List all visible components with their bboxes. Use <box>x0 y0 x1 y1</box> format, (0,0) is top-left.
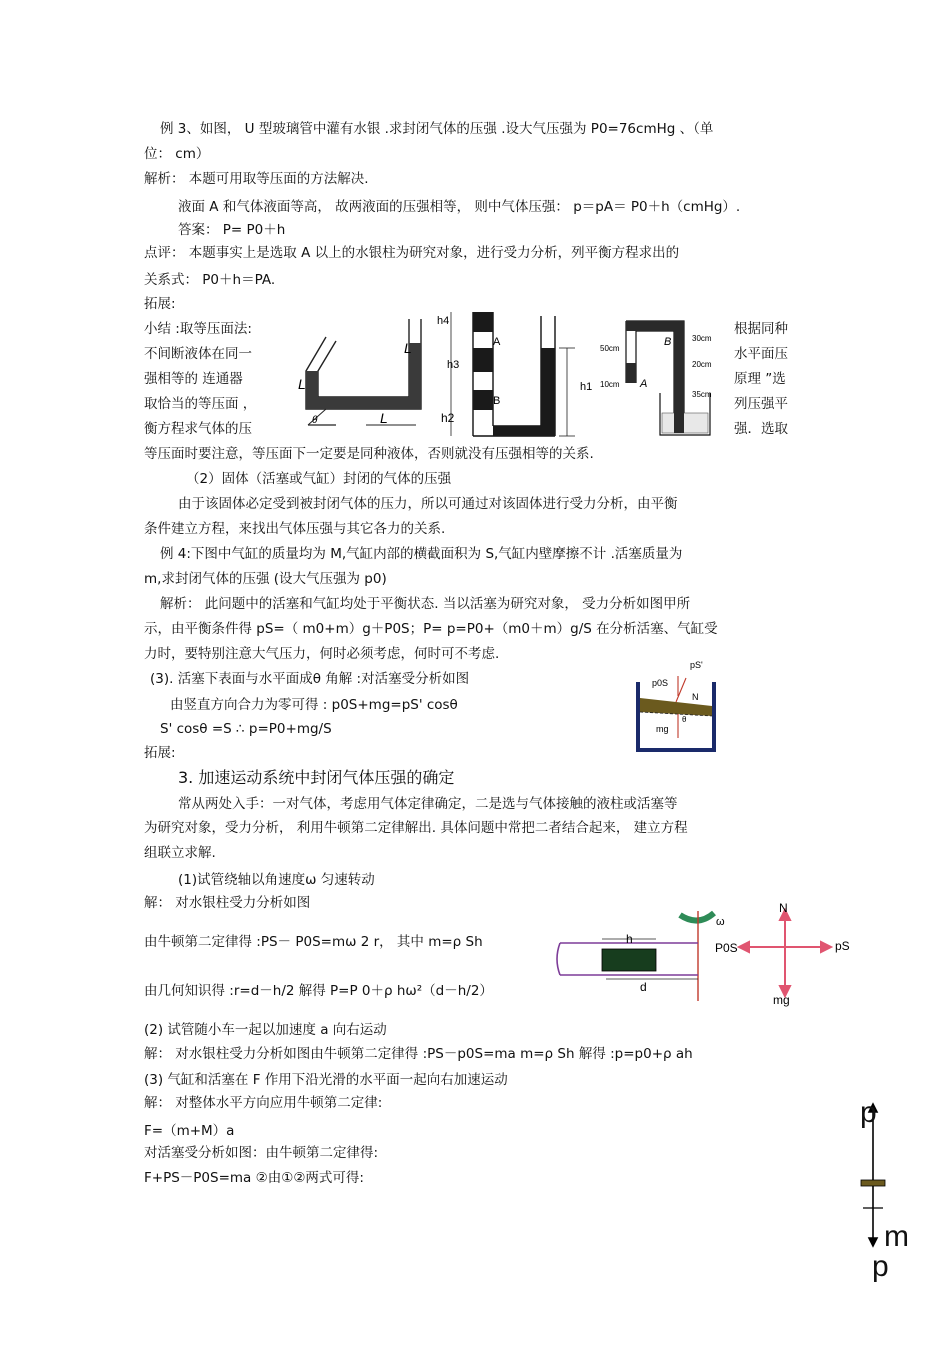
comment-line2: 关系式： P0＋h＝PA. <box>144 272 276 288</box>
summary-left-3: 强相等的 连通器 <box>144 371 243 387</box>
tilted-piston-figure <box>630 658 722 754</box>
example3-line1: 例 3、如图， U 型玻璃管中灌有水银 .求封闭气体的压强 .设大气压强为 P0=76cmHg 、（单 <box>160 121 714 137</box>
solid-para-line1: 由于该固体必定受到被封闭气体的压力，所以可通过对该固体进行受力分析，由平衡 <box>178 496 678 512</box>
section3-heading: 3. 加速运动系统中封闭气体压强的确定 <box>178 768 455 787</box>
case1-newton: 由牛顿第二定律得 :PS－ P0S=mω 2 r， 其中 m=ρ Sh <box>144 934 483 950</box>
fig2-label-h3: h3 <box>447 359 460 371</box>
vertical-balance-line: 由竖直方向合力为零可得 : p0S+mg=pS' cosθ <box>170 697 458 713</box>
pressure-equation-line: 液面 A 和气体液面等高， 故两液面的压强相等， 则中气体压强： p＝pA＝ P0＋h（cmHg）. <box>178 199 741 215</box>
fig6-label-N: N <box>779 901 788 915</box>
summary-right-3: 原理 ”选 <box>734 371 786 387</box>
fig7-label-p-bottom: p <box>872 1250 889 1283</box>
fig3-label-35cm: 35cm <box>692 390 712 399</box>
equal-pressure-note: 等压面时要注意，等压面下一定要是同种液体，否则就没有压强相等的关系. <box>144 446 594 462</box>
case3-piston-equation: F+PS－P0S=ma ②由①②两式可得: <box>144 1170 364 1186</box>
case3-solution: 解： 对整体水平方向应用牛顿第二定律: <box>144 1095 383 1111</box>
case2-solution: 解： 对水银柱受力分析如图由牛顿第二定律得 :PS－p0S=ma m=ρ Sh 解得 :p=p0+ρ ah <box>144 1046 693 1062</box>
fig5-label-h: h <box>626 932 633 946</box>
case1-heading: (1)试管绕轴以角速度ω 匀速转动 <box>178 872 375 888</box>
section3-para-2: 为研究对象，受力分析， 利用牛顿第二定律解出. 具体问题中常把二者结合起来， 建立方程 <box>144 820 688 836</box>
fig6-label-P0S: P0S <box>715 941 738 955</box>
fig5-label-d: d <box>640 980 647 994</box>
example3-line2: 位： cm） <box>144 146 210 162</box>
fig4-label-pS: pS' <box>690 660 703 670</box>
section3-para-1: 常从两处入手：一对气体，考虑用气体定律确定，二是选与气体接触的液柱或活塞等 <box>178 796 678 812</box>
fig5-label-omega: ω <box>716 916 725 928</box>
fig2-label-h2: h2 <box>441 411 455 425</box>
case1-geometry: 由几何知识得 :r=d－h/2 解得 P=P 0＋ρ hω²（d－h/2） <box>144 983 493 999</box>
fig2-label-h1: h1 <box>580 381 593 393</box>
summary-right-4: 列压强平 <box>734 396 788 412</box>
extension-label-2: 拓展: <box>144 745 176 761</box>
fig3-label-30cm: 30cm <box>692 334 712 343</box>
fig1-label-L-left: L <box>298 376 306 392</box>
fig1-label-theta: θ <box>312 415 318 426</box>
fig3-label-A: A <box>640 378 648 390</box>
answer-line: 答案： P= P0＋h <box>178 222 286 238</box>
fig2-label-B: B <box>493 395 501 407</box>
comment-line1: 点评： 本题事实上是选取 A 以上的水银柱为研究对象，进行受力分析，列平衡方程求出的 <box>144 245 680 261</box>
case1-solution: 解： 对水银柱受力分析如图 <box>144 895 311 911</box>
analysis-line: 解析： 本题可用取等压面的方法解决. <box>144 171 369 187</box>
fig3-label-B: B <box>664 336 672 348</box>
fig1-label-L-bottom: L <box>380 410 388 426</box>
fig2-label-A: A <box>493 336 501 348</box>
result-line: S' cosθ =S ∴ p=P0+mg/S <box>160 721 332 737</box>
case2-heading: (2) 试管随小车一起以加速度 a 向右运动 <box>144 1022 387 1038</box>
section3-para-3: 组联立求解. <box>144 845 216 861</box>
inverted-tube-figure <box>598 313 718 439</box>
example4-analysis-1: 解析： 此问题中的活塞和气缸均处于平衡状态. 当以活塞为研究对象， 受力分析如图甲所 <box>160 596 691 612</box>
fig7-label-m: m <box>884 1220 909 1253</box>
fig4-label-p0S: p0S <box>652 678 669 688</box>
summary-left-4: 取恰当的等压面 ， <box>144 396 257 412</box>
fig3-label-20cm: 20cm <box>692 360 712 369</box>
fig1-label-L-top: L <box>404 340 412 356</box>
fig6-label-pS: pS <box>835 939 850 953</box>
summary-left-5: 衡方程求气体的压 <box>144 421 252 437</box>
summary-left-1: 小结 :取等压面法: <box>144 321 252 337</box>
fig4-label-mg: mg <box>656 724 669 734</box>
piston-angle-line: (3). 活塞下表面与水平面成θ 角解 :对活塞受分析如图 <box>150 671 470 687</box>
example4-analysis-2: 示，由平衡条件得 pS=（ m0+m）g＋P0S；P= p=P0+（m0＋m）g/S 在分析活塞、气缸受 <box>144 621 718 637</box>
example4-line2: m,求封闭气体的压强 (设大气压强为 p0) <box>144 571 387 587</box>
fig3-label-50cm: 50cm <box>600 344 620 353</box>
case3-whole-equation: F=（m+M）a <box>144 1123 235 1139</box>
force-diagram-figure <box>715 900 860 1010</box>
example4-line1: 例 4:下图中气缸的质量均为 M,气缸内部的横截面积为 S,气缸内壁摩擦不计 .活塞质量为 <box>160 546 683 562</box>
fig4-label-theta: θ <box>682 715 687 724</box>
summary-right-2: 水平面压 <box>734 346 788 362</box>
extension-label: 拓展: <box>144 296 176 312</box>
fig4-label-N: N <box>692 692 699 702</box>
fig6-label-mg: mg <box>773 993 790 1007</box>
u-tube-figure <box>296 313 436 435</box>
fig7-label-p-top: p <box>860 1096 877 1129</box>
summary-right-1: 根据同种 <box>734 321 788 337</box>
summary-right-5: 强．选取 <box>734 421 788 437</box>
fig2-label-h4: h4 <box>437 315 450 327</box>
solid-para-line2: 条件建立方程，来找出气体压强与其它各力的关系. <box>144 521 446 537</box>
case3-heading: (3) 气缸和活塞在 F 作用下沿光滑的水平面一起向右加速运动 <box>144 1072 508 1088</box>
example4-analysis-3: 力时，要特别注意大气压力，何时必须考虑，何时可不考虑. <box>144 646 500 662</box>
fig3-label-10cm: 10cm <box>600 380 620 389</box>
summary-left-2: 不间断液体在同一 <box>144 346 252 362</box>
mercury-column-figure <box>437 308 597 440</box>
case3-piston-analysis: 对活塞受分析如图：由牛顿第二定律得: <box>144 1145 379 1161</box>
section-solid-heading: （2）固体（活塞或气缸）封闭的气体的压强 <box>186 471 452 487</box>
